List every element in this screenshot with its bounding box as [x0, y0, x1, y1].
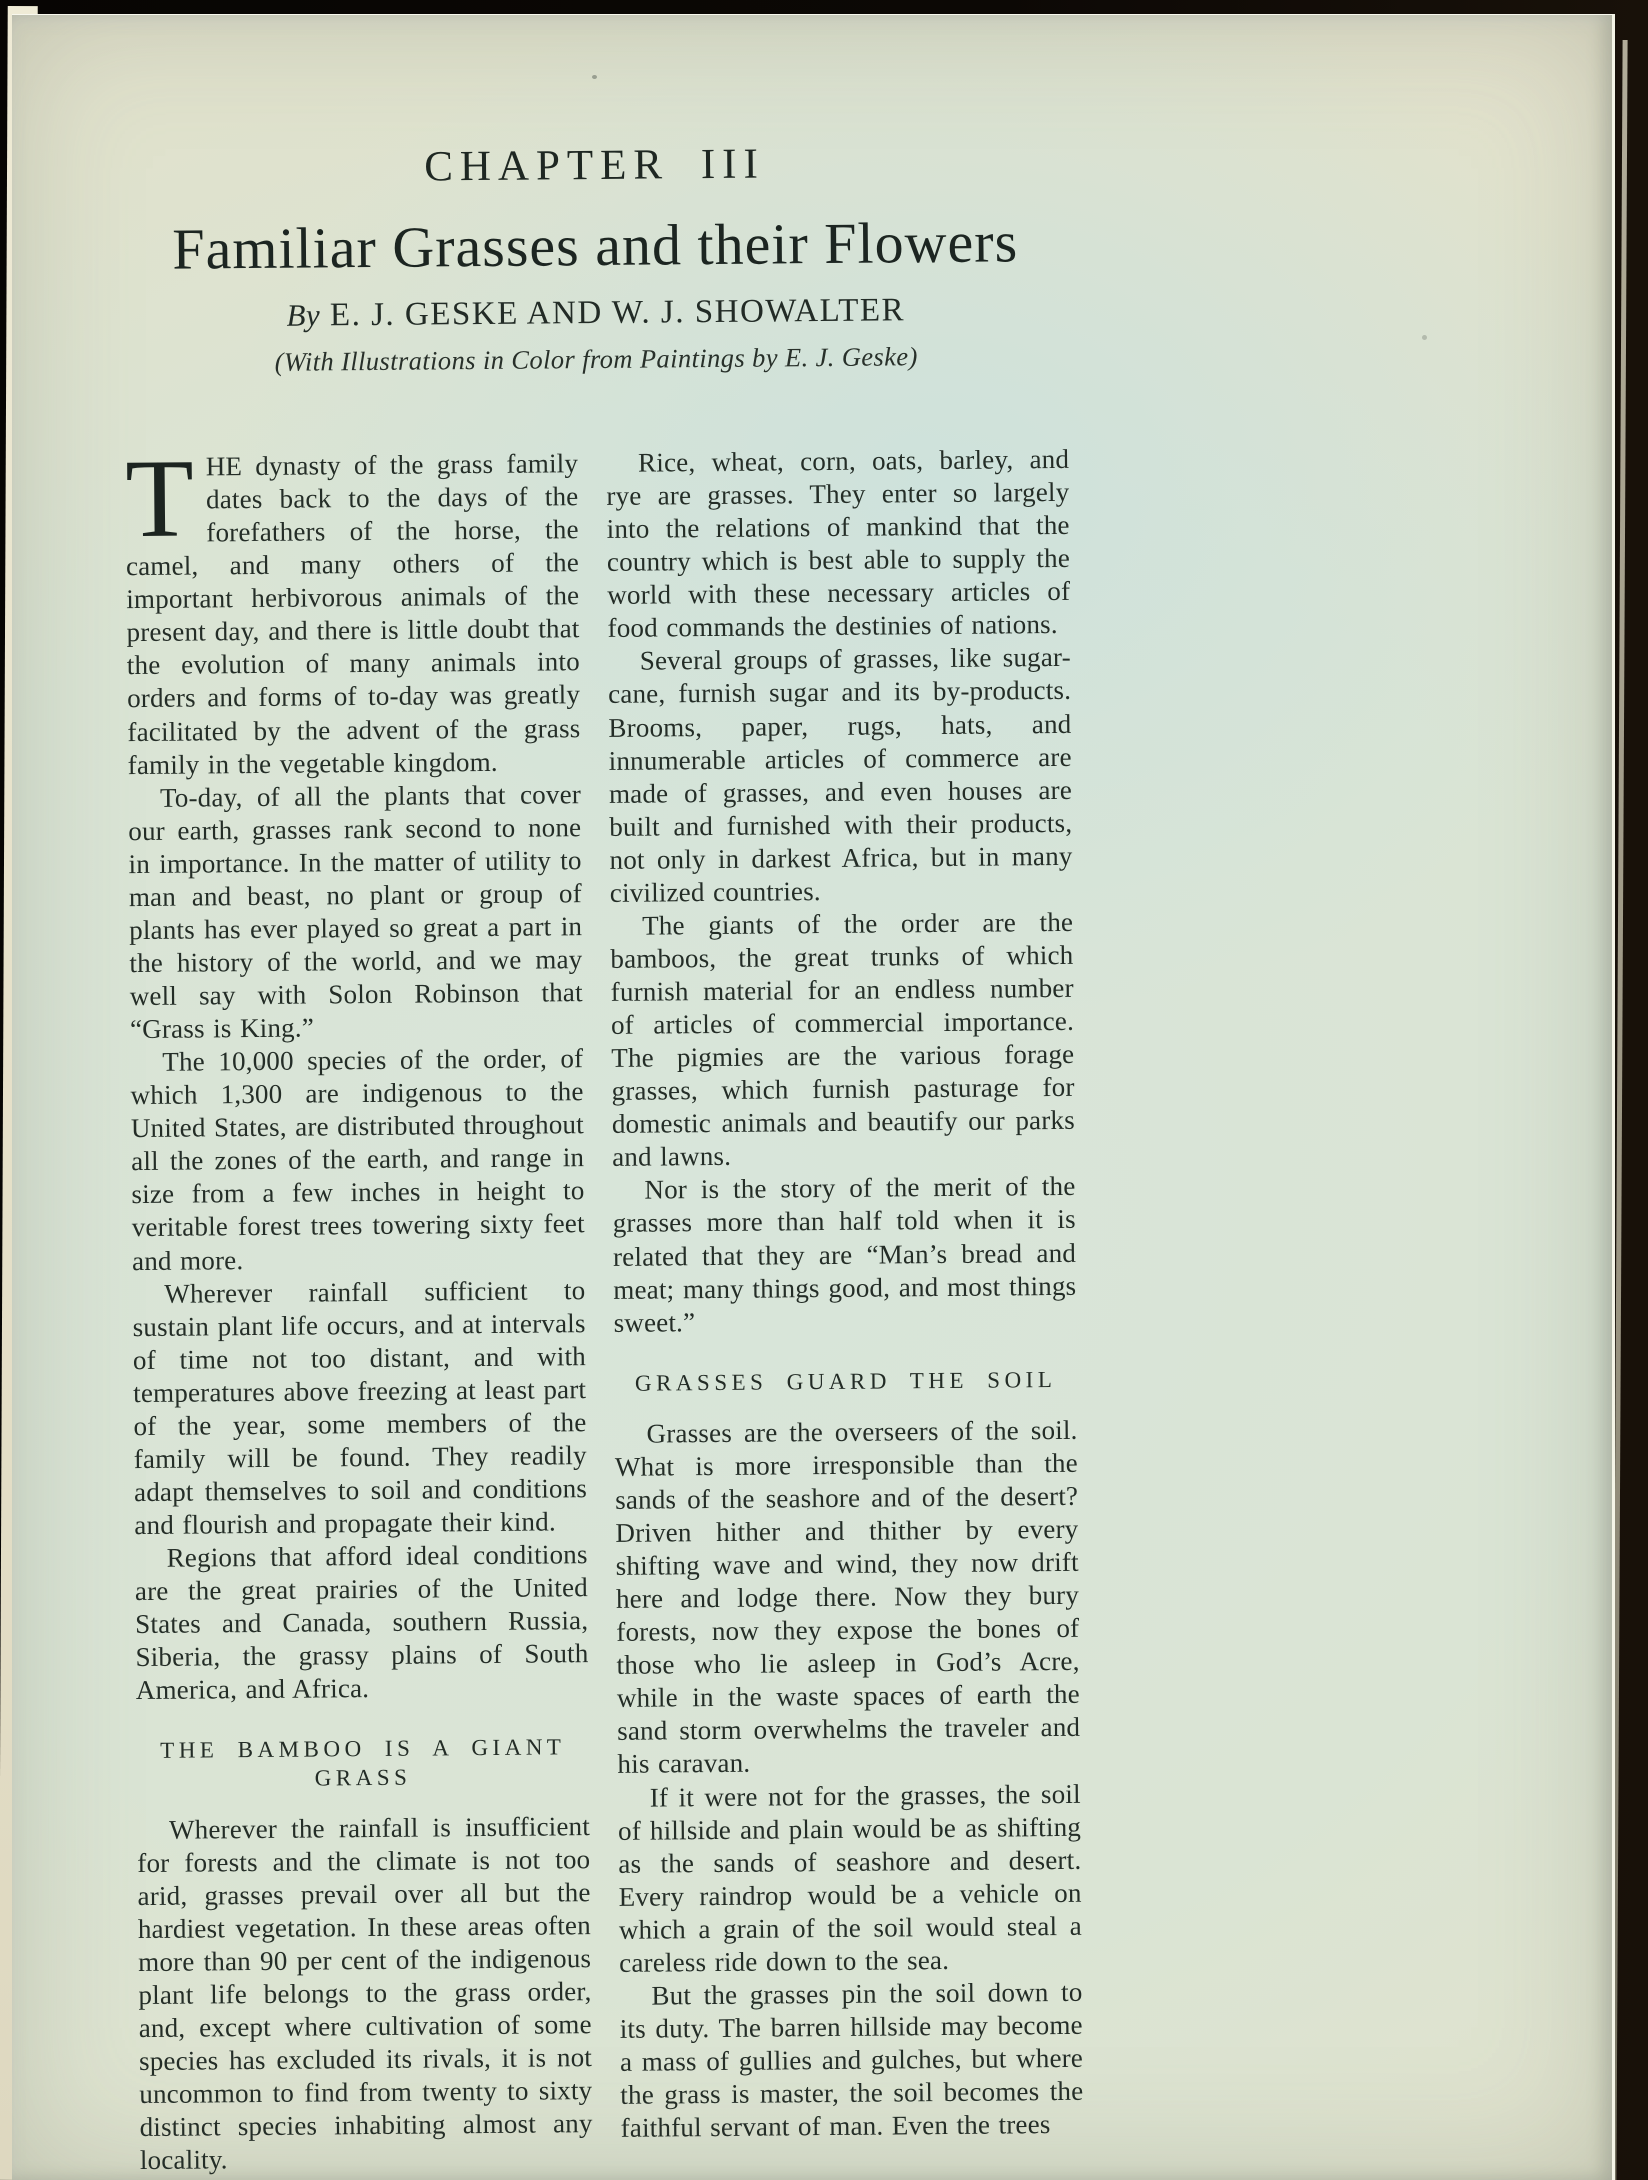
byline-authors: E. J. GESKE AND W. J. SHOWALTER: [329, 292, 906, 334]
left-column: [124, 436, 593, 2177]
text-block: [122, 103, 1084, 2178]
paragraph: The giants of the order are the bamboos, the great trunks of which furnish material for an endless number of articles of commercial importance. The pigmies are the various forage grasses, which furnish pasturage for domestic animals and beautify our parks and lawns.: [610, 906, 1075, 1173]
paragraph: Wherever the rainfall is insufficient for forests and the climate is not too arid, grasses prevail over all but the hardiest vegetation. In these areas often more than 90 per cent of the indigenous plant life belongs to the grass order, and, except where cultivation of some species has excluded its rivals, it is not uncommon to find from twenty to sixty distinct species inhabiting almost any locality.: [137, 1810, 593, 2176]
section-heading-bamboo: THE BAMBOO IS A GIANT GRASS: [160, 1734, 566, 1791]
page-title: Familiar Grasses and their Flowers: [172, 209, 1019, 282]
paragraph: Grasses are the overseers of the soil. What is more irresponsible than the sands of the seashore and of the desert? Driven hither and thither by every shifting wave and wind, they now drift here and lodge there. Now they bury forests, now they expose the bones of those who lie asleep in God’s Acre, while in the waste spaces of earth the sand storm overwhelms the traveler and his caravan.: [614, 1414, 1081, 1780]
paragraph: But the grasses pin the soil down to its duty. The barren hillside may become a mass of gullies and gulches, but where the grass is master, the soil becomes the faithful servant of man. Even the trees: [619, 1976, 1084, 2144]
scan-speck: [592, 75, 597, 79]
right-column: [606, 443, 1084, 2173]
paragraph-text: HE dynasty of the grass family dates back to the days of the forefathers of the horse, the camel, and many others of the important herbivorous animals of the present day, and there is little doubt that the evolution of many animals into orders and forms of to-day was greatly facilitated by the advent of the grass family in the vegetable kingdom.: [125, 448, 581, 780]
scan-speck: [1422, 335, 1427, 340]
chapter-heading: CHAPTER III: [423, 140, 766, 191]
paragraph: [124, 436, 581, 782]
section-heading-soil: GRASSES GUARD THE SOIL: [634, 1366, 1057, 1396]
paragraph: Rice, wheat, corn, oats, barley, and rye are grasses. They enter so largely into the relations of mankind that the country which is best able to supply the world with these necessary articles of food commands the destinies of nations.: [606, 443, 1071, 644]
paragraph: The 10,000 species of the order, of which 1,300 are indigenous to the United States, are distributed throughout all the zones of the earth, and range in size from a few inches in height to veritable forest trees towering sixty feet and more.: [130, 1043, 585, 1276]
text-columns: [124, 436, 1084, 2178]
paragraph: Nor is the story of the merit of the grasses more than half told when it is related that they are “Man’s bread and meat; many things good, and most things sweet.”: [612, 1171, 1077, 1338]
byline-by: By: [286, 297, 321, 333]
paragraph: Regions that afford ideal conditions are the great prairies of the United States and Canada, southern Russia, Siberia, the grassy plains of South America, and Africa.: [134, 1539, 589, 1706]
book-page: [12, 14, 1615, 2180]
illustration-credit: (With Illustrations in Color from Paintings by E. J. Geske): [274, 341, 918, 377]
paragraph: To-day, of all the plants that cover our earth, grasses rank second to none in importance. In the matter of utility to man and beast, no plant or group of plants has ever played so great a part in the history of the world, and we may well say with Solon Robinson that “Grass is King.”: [128, 778, 583, 1045]
paragraph: Wherever rainfall sufficient to sustain plant life occurs, and at intervals of time not too distant, and with temperatures above freezing at least part of the year, some members of the family will be found. They readily adapt themselves to soil and conditions and flourish and propagate their kind.: [132, 1274, 588, 1541]
paragraph: If it were not for the grasses, the soil of hillside and plain would be as shifting as the sands of seashore and desert. Every raindrop would be a vehicle on which a grain of the soil would steal a careless ride down to the sea.: [617, 1778, 1083, 1978]
paragraph: Several groups of grasses, like sugar-cane, furnish sugar and its by-products. Brooms, paper, rugs, hats, and innumerable articles of commerce are made of grasses, and even houses are built and furnished with their products, not only in darkest Africa, but in many civilized countries.: [607, 642, 1073, 908]
byline: [124, 291, 1068, 336]
drop-cap: T: [124, 436, 195, 562]
